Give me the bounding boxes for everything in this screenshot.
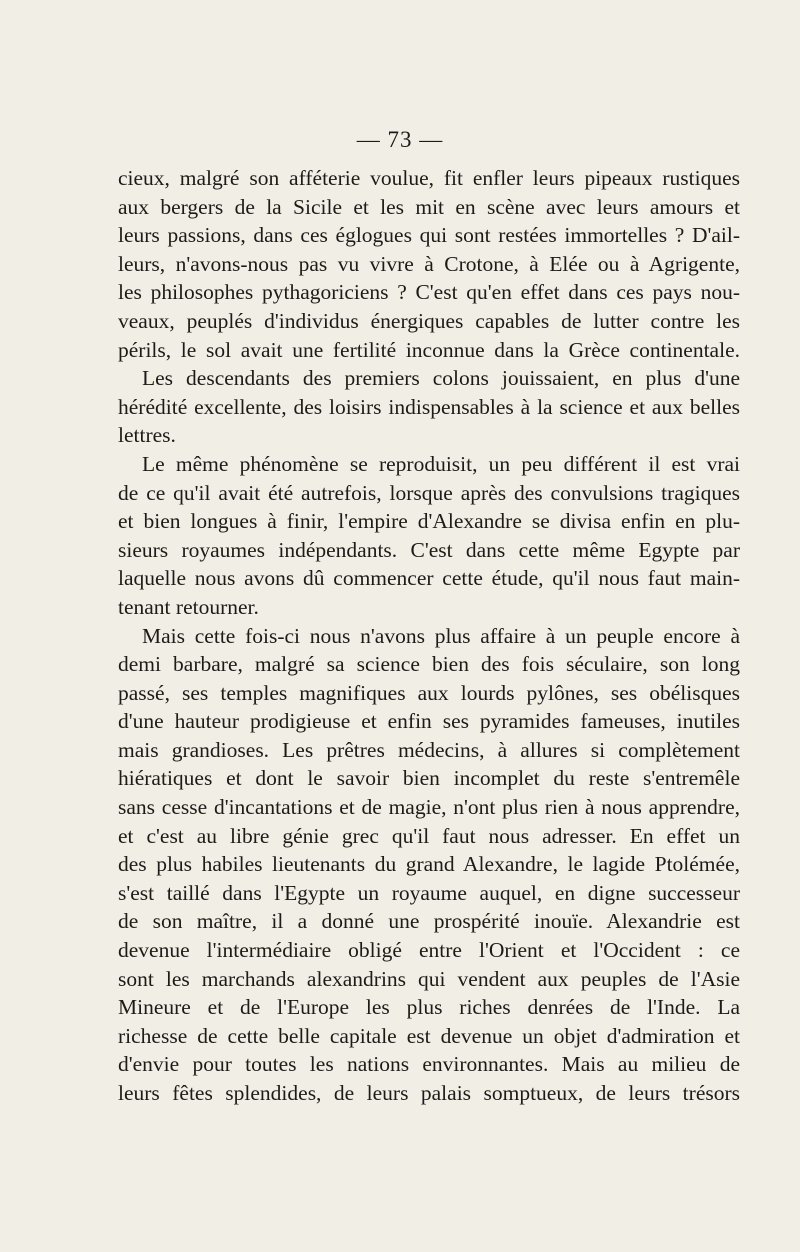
text-line: s'est taillé dans l'Egypte un royaume auquel, en digne successeur xyxy=(118,880,740,905)
text-line: hérédité excellente, des loisirs indispensables à la science et aux belles xyxy=(118,394,740,419)
text-line: leurs fêtes splendides, de leurs palais somptueux, de leurs trésors xyxy=(118,1081,740,1105)
text-line: sans cesse d'incantations et de magie, n'ont plus rien à nous apprendre, xyxy=(118,795,740,820)
text-line: de son maître, il a donné une prospérité inouïe. Alexandrie est xyxy=(118,909,740,934)
text-line: périls, le sol avait une fertilité inconnue dans la Grèce continentale. xyxy=(118,337,740,362)
text-line: Mineure et de l'Europe les plus riches denrées de l'Inde. La xyxy=(118,995,740,1020)
text-line: tenant retourner. xyxy=(118,594,259,619)
text-line: aux bergers de la Sicile et les mit en scène avec leurs amours et xyxy=(118,194,740,219)
text-line: des plus habiles lieutenants du grand Alexandre, le lagide Ptolémée, xyxy=(118,852,740,877)
text-line: devenue l'intermédiaire obligé entre l'Orient et l'Occident : ce xyxy=(118,938,740,963)
text-line: Mais cette fois-ci nous n'avons plus affaire à un peuple encore à xyxy=(142,623,740,648)
text-line: les philosophes pythagoriciens ? C'est qu'en effet dans ces pays nou- xyxy=(118,280,740,305)
text-line: et bien longues à finir, l'empire d'Alexandre se divisa enfin en plu- xyxy=(118,509,740,534)
text-line: de ce qu'il avait été autrefois, lorsque après des convulsions tragiques xyxy=(118,480,740,505)
text-line: demi barbare, malgré sa science bien des fois séculaire, son long xyxy=(118,652,740,677)
text-line: sieurs royaumes indépendants. C'est dans cette même Egypte par xyxy=(118,537,740,562)
text-line: leurs, n'avons-nous pas vu vivre à Crotone, à Elée ou à Agrigente, xyxy=(118,251,740,276)
text-line: d'envie pour toutes les nations environnantes. Mais au milieu de xyxy=(118,1052,740,1077)
text-line: veaux, peuplés d'individus énergiques capables de lutter contre les xyxy=(118,308,740,333)
body-text xyxy=(118,164,740,1108)
text-line: hiératiques et dont le savoir bien incomplet du reste s'entremêle xyxy=(118,766,740,791)
text-line: d'une hauteur prodigieuse et enfin ses pyramides fameuses, inutiles xyxy=(118,709,740,734)
page-number: — 73 — xyxy=(356,127,444,152)
text-line: Le même phénomène se reproduisit, un peu différent il est vrai xyxy=(142,451,740,476)
text-line: sont les marchands alexandrins qui vendent aux peuples de l'Asie xyxy=(118,966,740,991)
text-line: richesse de cette belle capitale est devenue un objet d'admiration et xyxy=(118,1023,740,1048)
text-line: et c'est au libre génie grec qu'il faut nous adresser. En effet un xyxy=(118,823,740,848)
text-line: leurs passions, dans ces églogues qui sont restées immortelles ? D'ail- xyxy=(118,223,740,248)
text-line: lettres. xyxy=(118,423,176,448)
text-line: mais grandioses. Les prêtres médecins, à allures si complètement xyxy=(118,737,740,762)
text-line: cieux, malgré son afféterie voulue, fit enfler leurs pipeaux rustiques xyxy=(118,166,740,190)
text-line: passé, ses temples magnifiques aux lourds pylônes, ses obélisques xyxy=(118,680,740,705)
text-line: laquelle nous avons dû commencer cette étude, qu'il nous faut main- xyxy=(118,566,740,591)
text-line: Les descendants des premiers colons jouissaient, en plus d'une xyxy=(142,366,740,391)
